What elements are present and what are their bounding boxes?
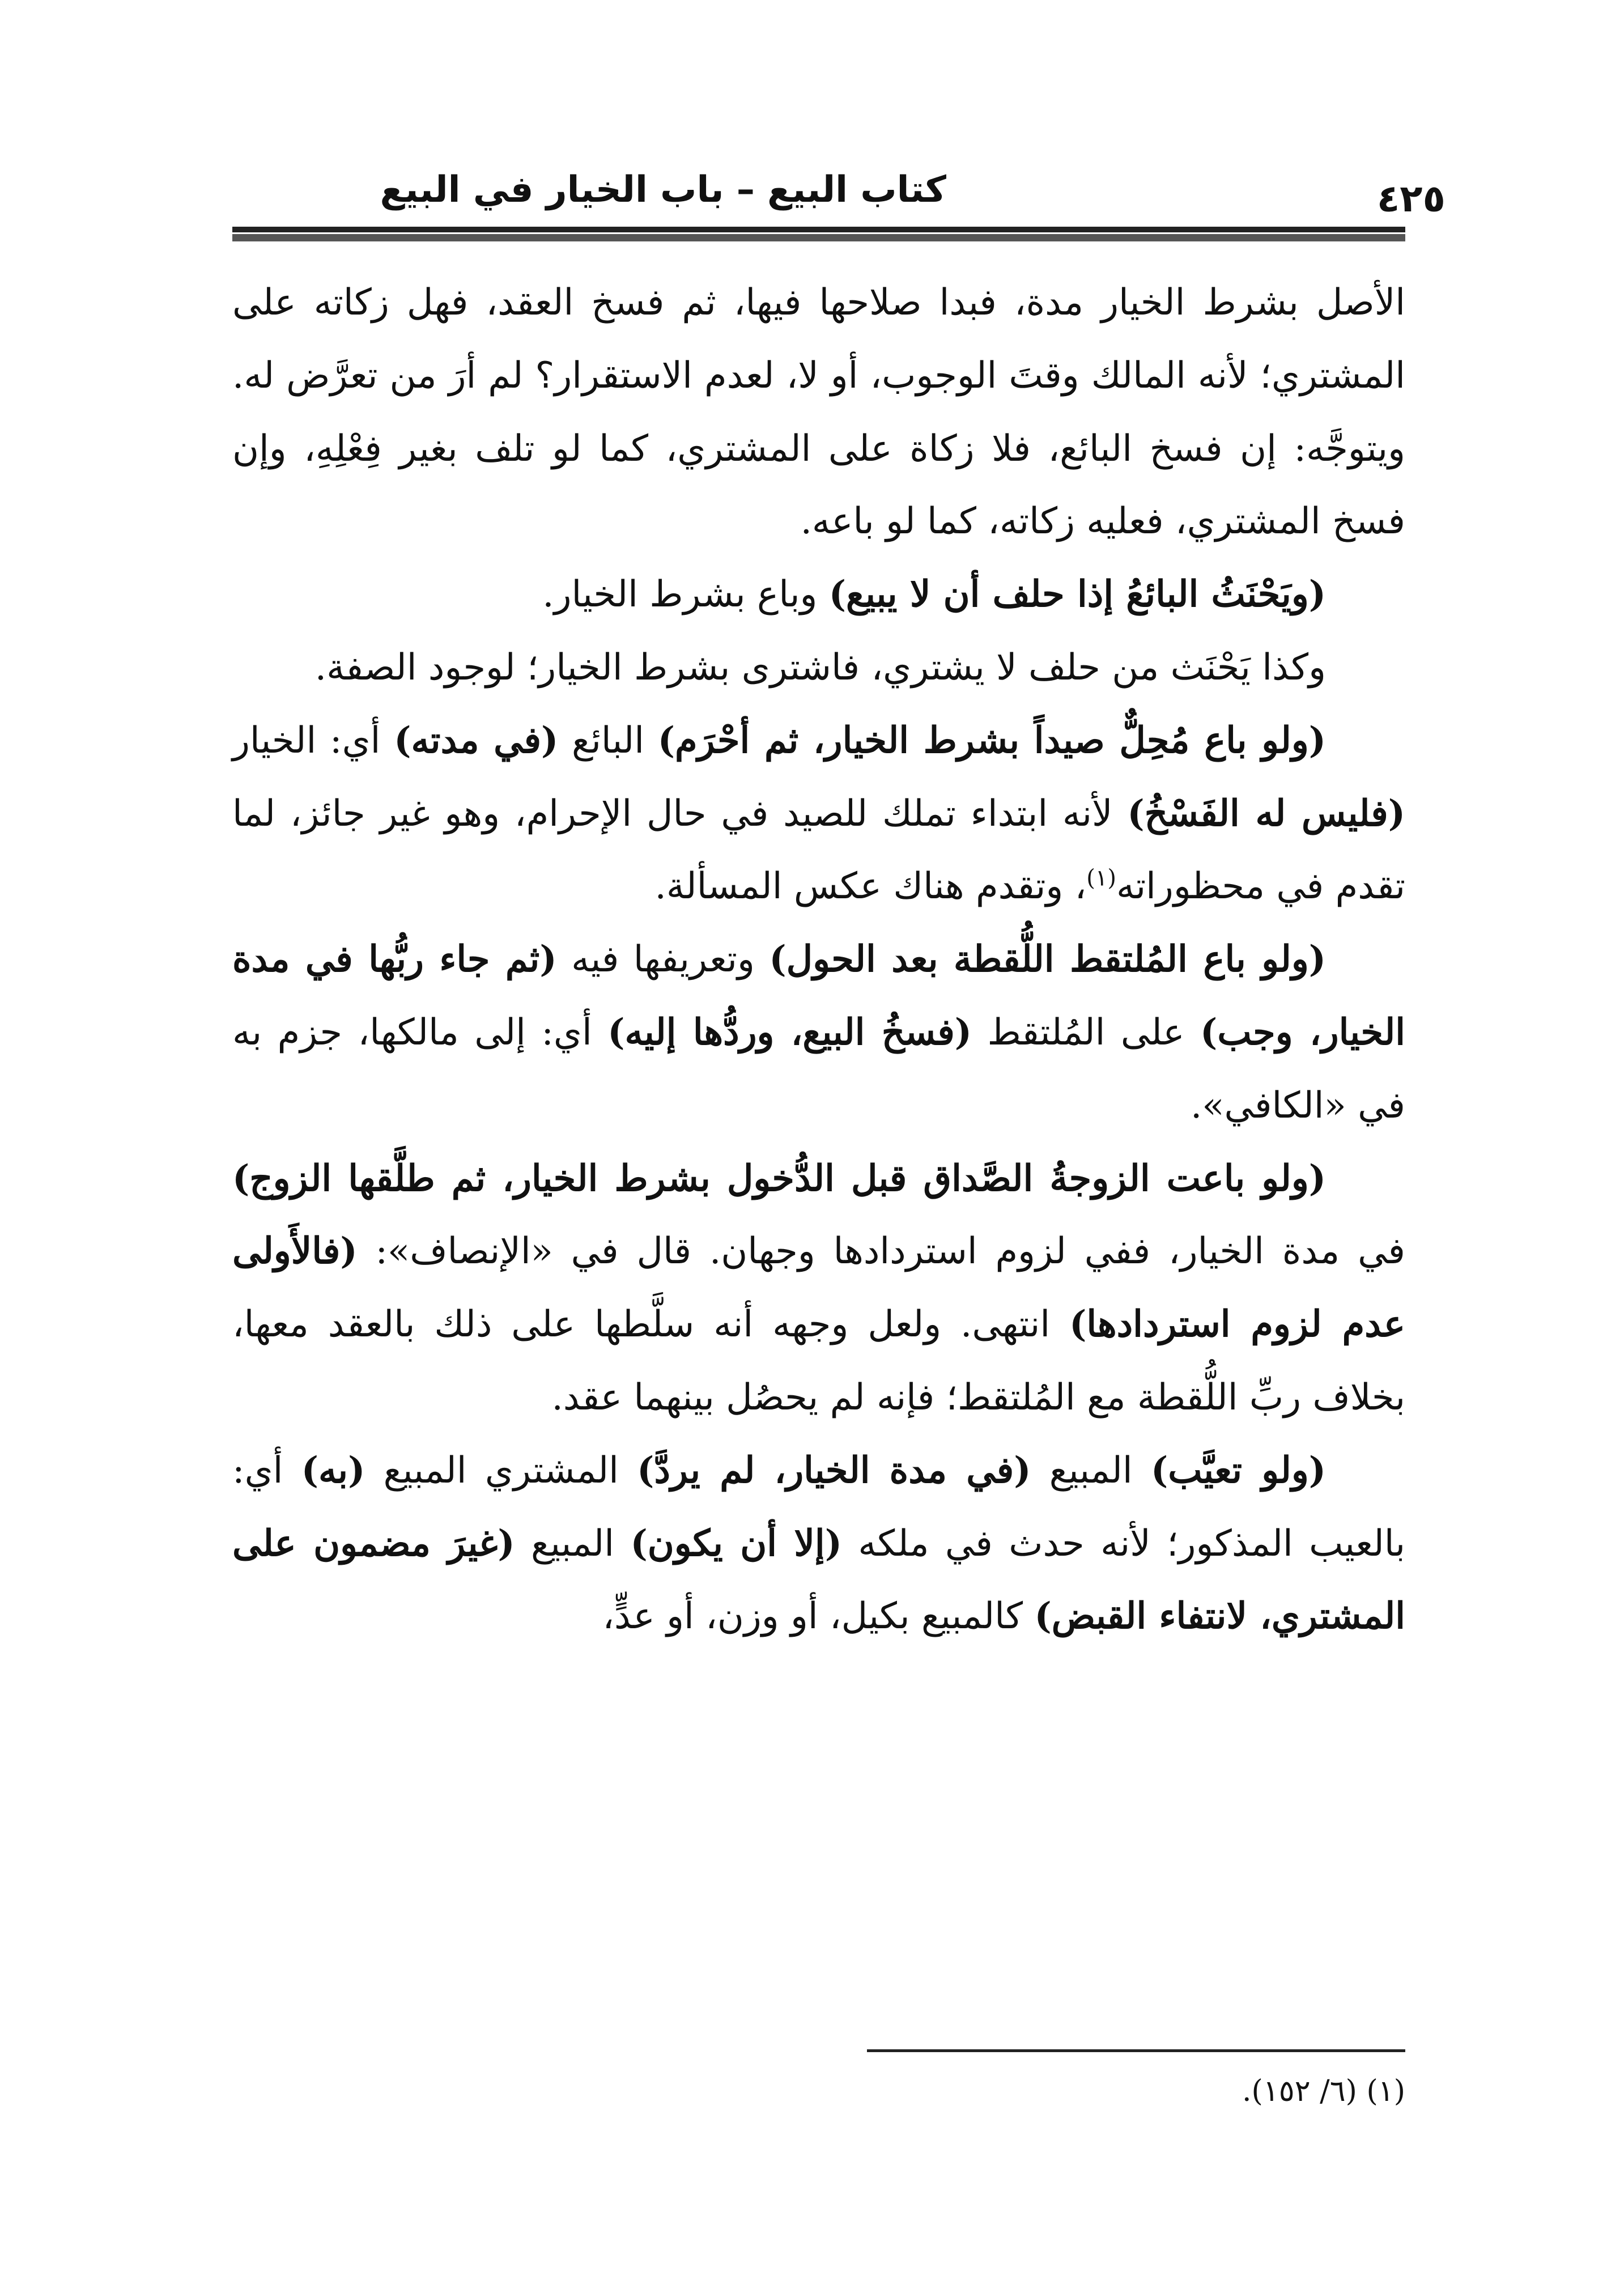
matn-text: (إلا أن يكون)	[630, 1522, 842, 1565]
matn-text: (غيرَ مضمون على المشتري، لانتفاء القبض)	[232, 1522, 1405, 1638]
matn-text: (في مدته)	[394, 719, 559, 762]
sharh-text: أي: الخيار	[232, 719, 394, 762]
matn-text: (ولو باع المُلتقط اللُّقطة بعد الحول)	[769, 938, 1326, 981]
sharh-text: لأنه ابتداء تملك للصيد في حال الإحرام، وهو غير جائز، لما تقدم في محظوراته	[232, 792, 1405, 908]
sharh-text: على المُلتقط	[972, 1011, 1201, 1054]
matn-text: (به)	[301, 1449, 365, 1492]
running-title: كتاب البيع – باب الخيار في البيع	[380, 169, 946, 211]
paragraph-6	[232, 1143, 1405, 1434]
sharh-text: المشتري المبيع	[365, 1449, 637, 1492]
paragraph-5	[232, 923, 1405, 1142]
matn-text: (فسخُ البيع، وردُّها إليه)	[607, 1010, 972, 1054]
sharh-text: في مدة الخيار، ففي لزوم استردادها وجهان. قال في «الإنصاف»:	[357, 1230, 1406, 1273]
paragraph-3	[232, 631, 1405, 704]
matn-text: (ولو تعيَّب)	[1150, 1449, 1327, 1492]
sharh-text: البائع	[558, 719, 658, 762]
sharh-text: المبيع	[515, 1522, 631, 1565]
main-text	[232, 266, 1405, 1653]
footnote-1: (١) (٦/ ١٥٢).	[1242, 2074, 1405, 2108]
paragraph-2	[232, 558, 1405, 631]
page-header	[232, 164, 1446, 227]
paragraph-7	[232, 1434, 1405, 1653]
sharh-text: وباع بشرط الخيار.	[542, 574, 829, 616]
matn-text: (ثم جاء ربُّها في مدة الخيار، وجب)	[232, 938, 1405, 1054]
matn-text: (ويَحْنَثُ البائعُ إذا حلف أن لا يبيع)	[828, 573, 1326, 616]
sharh-text: أي: بالعيب المذكور؛ لأنه حدث في ملكه	[232, 1449, 1406, 1565]
sharh-text: انتهى. ولعل وجهه أنه سلَّطها على ذلك بالعقد معها، بخلاف ربِّ اللُّقطة مع المُلتقط؛ فإنه لم يحصُل بينهما عقد.	[232, 1303, 1405, 1419]
footnote-rule	[867, 2049, 1405, 2052]
matn-text: (ولو باع مُحِلٌّ صيداً بشرط الخيار، ثم أحْرَم)	[657, 719, 1327, 762]
paragraph-1	[232, 266, 1405, 558]
matn-text: (في مدة الخيار، لم يردَّ)	[637, 1449, 1031, 1492]
sharh-text: المبيع	[1031, 1449, 1151, 1492]
matn-text: (ولو باعت الزوجةُ الصَّداق قبل الدُّخول بشرط الخيار، ثم طلَّقها الزوج)	[232, 1157, 1327, 1200]
matn-text: (فليس له الفَسْخُ)	[1127, 792, 1406, 835]
paragraph-4	[232, 704, 1405, 923]
sharh-text: ، وتقدم هناك عكس المسألة.	[654, 865, 1087, 908]
footnotes	[867, 2069, 1405, 2114]
sharh-text: وتعريفها فيه	[556, 939, 770, 981]
paragraph-3-text: وكذا يَحْنَث من حلف لا يشتري، فاشترى بشرط الخيار؛ لوجود الصفة.	[314, 646, 1326, 689]
sharh-text: أي: إلى مالكها، جزم به في «الكافي».	[232, 1011, 1405, 1127]
paragraph-1-text: الأصل بشرط الخيار مدة، فبدا صلاحها فيها، ثم فسخ العقد، فهل زكاته على المشتري؛ لأنه المالك وقتَ الوجوب، أو لا، لعدم الاستقرار؟ لم أرَ من تعرَّض له. ويتوجَّه: إن فسخ البائع، فلا زكاة على المشتري، كما لو تلف بغير فِعْلِهِ، وإن فسخ المشتري، فعليه زكاته، كما لو باعه.	[232, 282, 1405, 543]
page-number: ٤٢٥	[1377, 177, 1446, 220]
footnote-reference: (١)	[1086, 865, 1116, 892]
header-rule	[232, 227, 1405, 241]
matn-text: (فالأَولى عدم لزوم استردادها)	[232, 1230, 1406, 1346]
sharh-text: كالمبيع بكيل، أو وزن، أو عدٍّ،	[602, 1595, 1035, 1638]
